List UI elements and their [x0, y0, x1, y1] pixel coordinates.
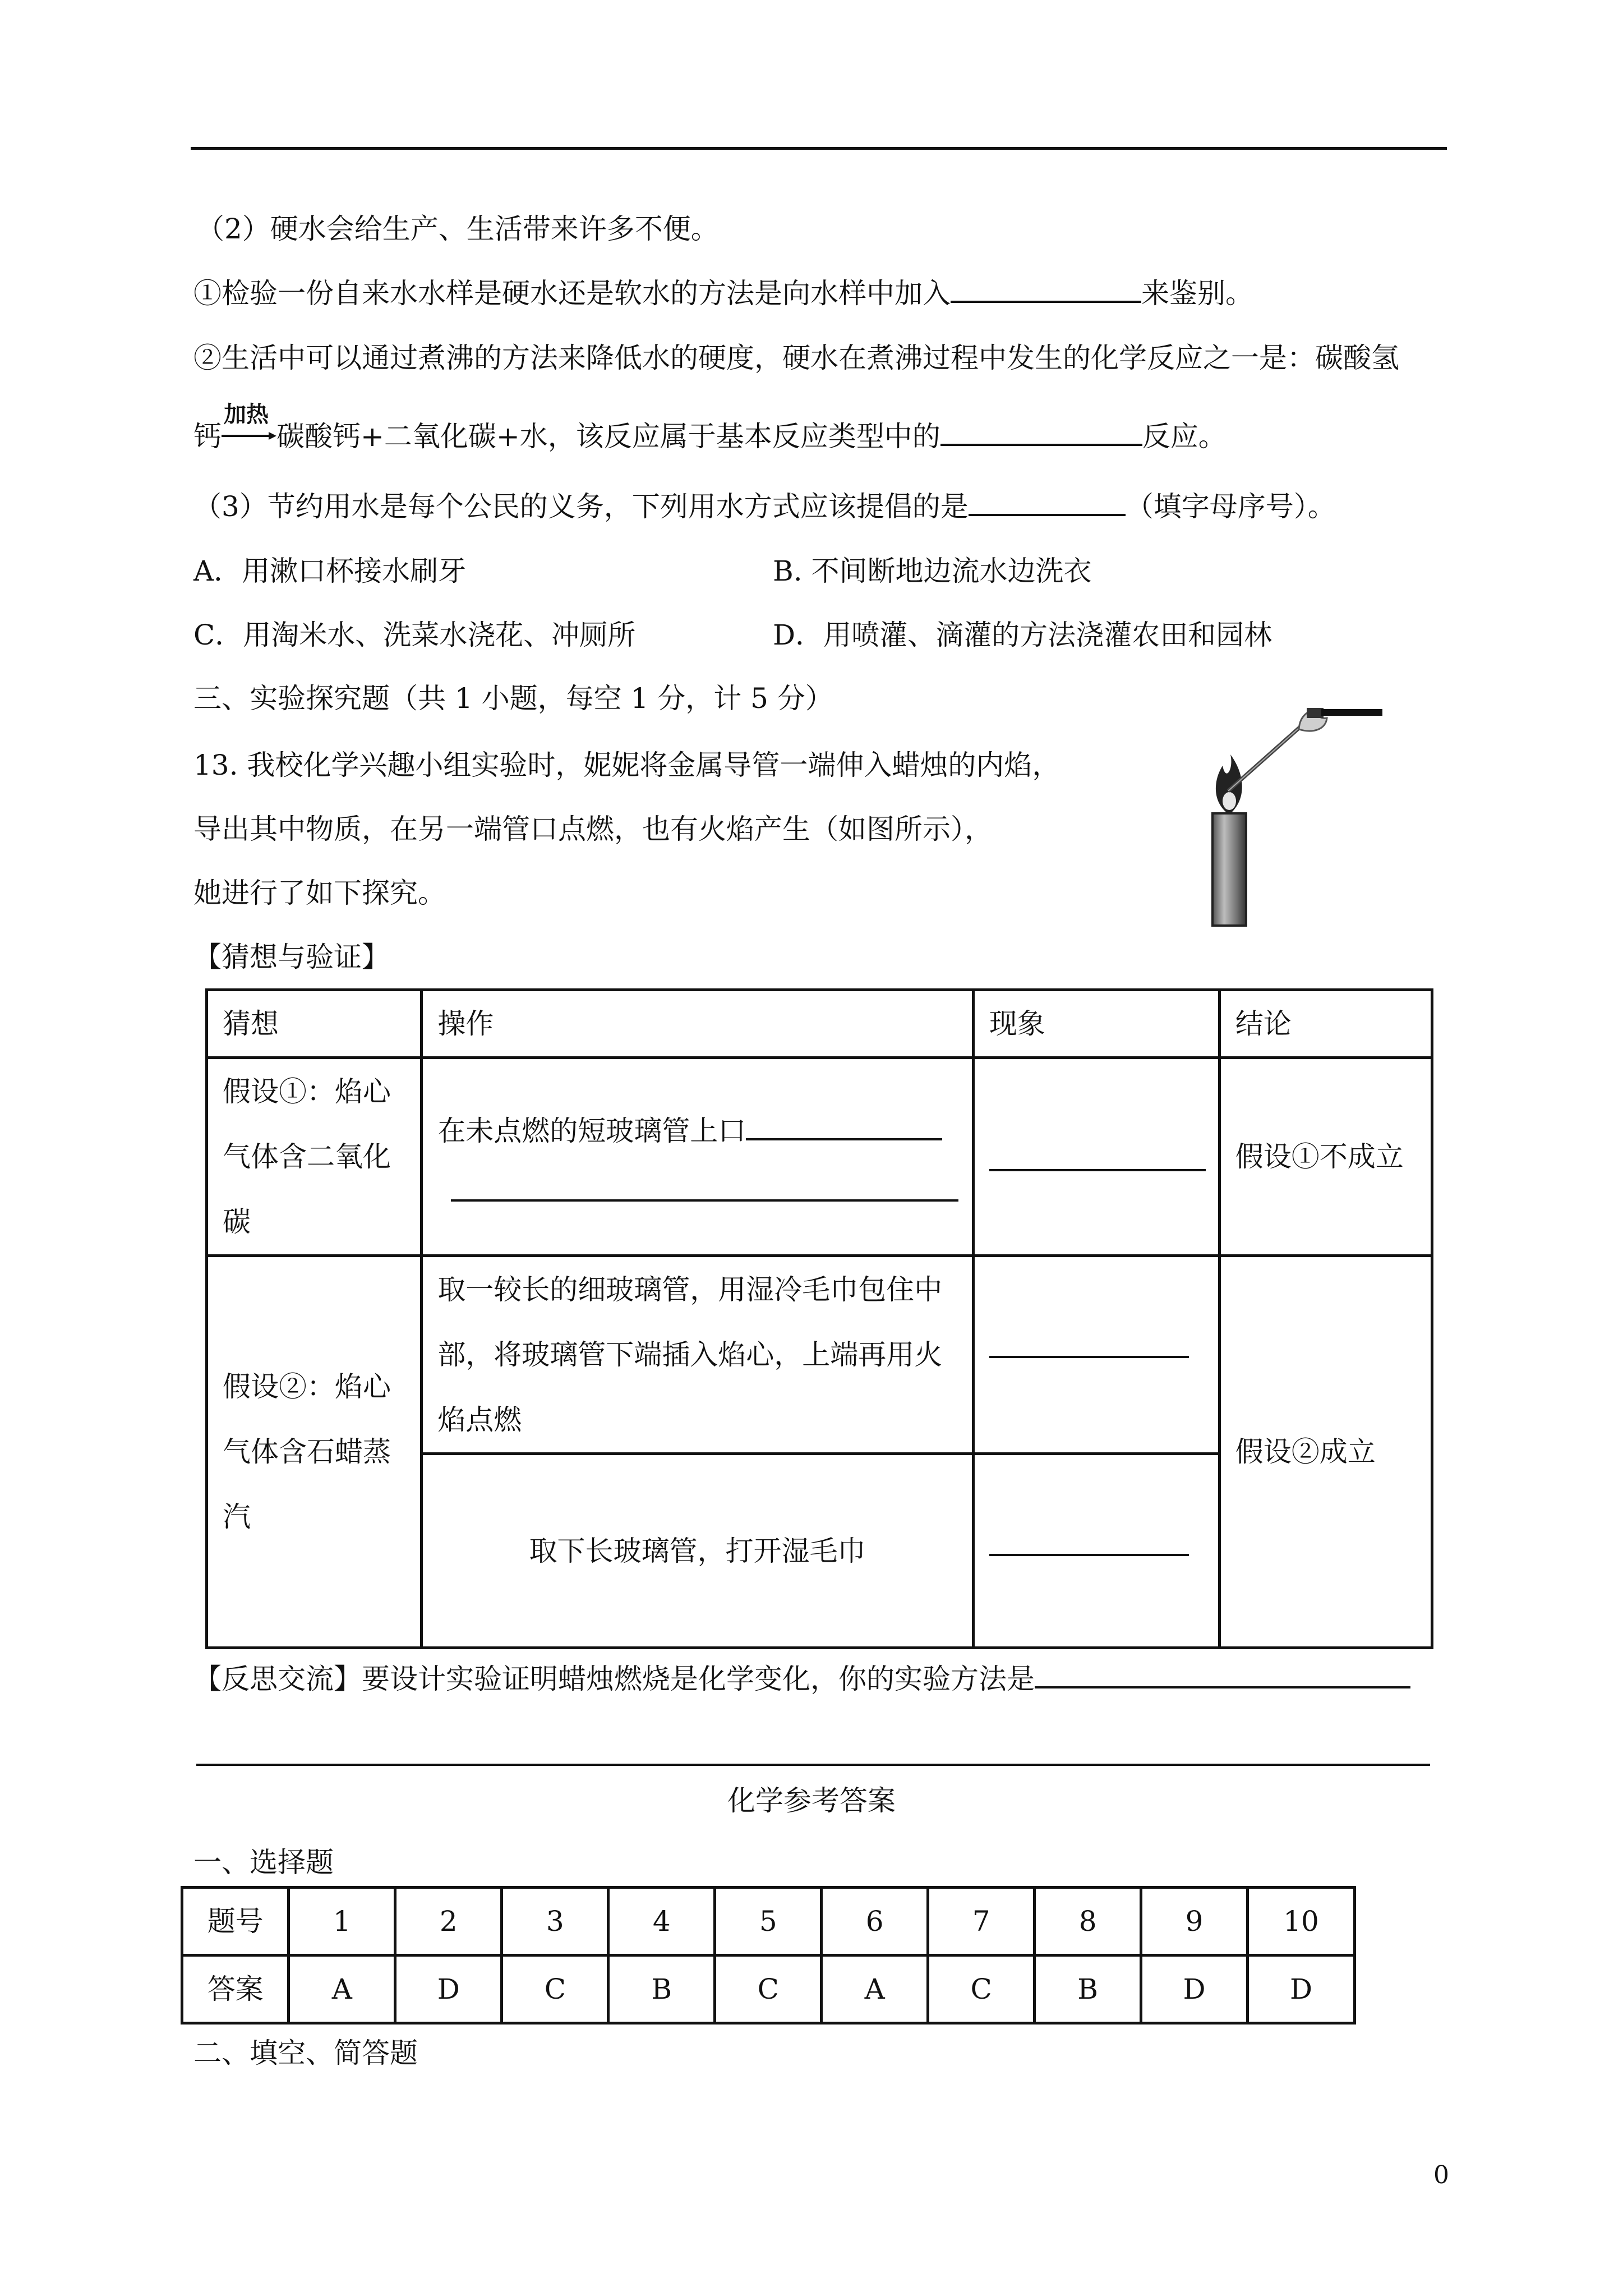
- row1-guess: 假设①：焰心气体含二氧化碳: [207, 1058, 422, 1256]
- answer-table: [181, 1886, 1356, 2024]
- q13-line2: 导出其中物质，在另一端管口点燃，也有火焰产生（如图所示），: [193, 813, 993, 845]
- answer-cell: B: [608, 1955, 715, 2023]
- row2-operation-b: 取下长玻璃管，打开湿毛巾: [422, 1454, 974, 1648]
- section3-heading: 三、实验探究题（共 1 小题，每空 1 分，计 5 分）: [193, 682, 833, 715]
- guess-heading: 【猜想与验证】: [193, 941, 390, 973]
- answer-cell: C: [715, 1955, 822, 2023]
- page-number: 0: [1433, 2161, 1449, 2189]
- number-cell: 3: [502, 1888, 608, 1955]
- header-phenomenon: 现象: [973, 990, 1219, 1058]
- label-answer: 答案: [182, 1955, 289, 2023]
- q2-2-line1: ②生活中可以通过煮沸的方法来降低水的硬度，硬水在煮沸过程中发生的化学反应之一是：碳酸氢: [193, 342, 1399, 374]
- candle-body: [1212, 813, 1246, 926]
- table-row: [207, 1058, 1432, 1256]
- row1-phenomenon: [973, 1058, 1219, 1256]
- holder-clamp: [1307, 708, 1324, 718]
- q2-1-blank[interactable]: [951, 275, 1141, 303]
- q2-2-blank[interactable]: [940, 418, 1142, 446]
- number-cell: 10: [1248, 1888, 1355, 1955]
- number-cell: 7: [928, 1888, 1035, 1955]
- reflection-line: [193, 1660, 1410, 1696]
- row2-guess: 假设②：焰心气体含石蜡蒸汽: [207, 1256, 422, 1648]
- row2-phenomenon-a: [973, 1256, 1219, 1454]
- top-rule: [191, 147, 1447, 150]
- row1-conclusion: 假设①不成立: [1219, 1058, 1432, 1256]
- q3-line: [193, 488, 1336, 523]
- answer-number-row: [182, 1888, 1355, 1955]
- label-number: 题号: [182, 1888, 289, 1955]
- q2-title: （2）硬水会给生产、生活带来许多不便。: [196, 213, 719, 245]
- answer-cell: C: [928, 1955, 1035, 2023]
- section1-heading: 一、选择题: [193, 1846, 334, 1879]
- row1-operation-blank-a[interactable]: [746, 1112, 942, 1140]
- header-guess: 猜想: [207, 990, 422, 1058]
- q2-2-line2: [193, 402, 1227, 453]
- number-cell: 9: [1141, 1888, 1248, 1955]
- option-d: D．用喷灌、滴灌的方法浇灌农田和园林: [773, 619, 1272, 651]
- q2-2-line2-suffix: 反应。: [1142, 420, 1227, 453]
- number-cell: 6: [822, 1888, 928, 1955]
- row1-operation: [422, 1058, 974, 1256]
- header-conclusion: 结论: [1219, 990, 1432, 1058]
- option-c: C．用淘米水、洗菜水浇花、冲厕所: [193, 619, 636, 651]
- answer-cell: D: [395, 1955, 502, 2023]
- answer-row: [182, 1955, 1355, 2023]
- answer-title: 化学参考答案: [727, 1784, 896, 1817]
- number-cell: 8: [1035, 1888, 1141, 1955]
- option-b: B. 不间断地边流水边洗衣: [773, 555, 1092, 587]
- q3-suffix: （填字母序号）。: [1125, 490, 1336, 523]
- reflection-text: 【反思交流】要设计实验证明蜡烛燃烧是化学变化，你的实验方法是: [193, 1663, 1035, 1695]
- table-row: [207, 1256, 1432, 1454]
- row2-phenomenon-b-blank[interactable]: [989, 1554, 1189, 1556]
- q2-1-prefix: ①检验一份自来水水样是硬水还是软水的方法是向水样中加入: [193, 277, 951, 310]
- answer-divider: [196, 1764, 1430, 1766]
- answer-cell: A: [289, 1955, 395, 2023]
- answer-cell: C: [502, 1955, 608, 2023]
- table-header-row: [207, 990, 1432, 1058]
- q13-line1: 13. 我校化学兴趣小组实验时，妮妮将金属导管一端伸入蜡烛的内焰，: [193, 749, 1061, 781]
- section2-heading: 二、填空、简答题: [193, 2037, 418, 2069]
- arrow-icon: [222, 430, 276, 441]
- row1-phenomenon-blank[interactable]: [989, 1169, 1206, 1171]
- row2-phenomenon-a-blank[interactable]: [989, 1356, 1189, 1358]
- row1-operation-blank-b[interactable]: [451, 1199, 958, 1202]
- answer-cell: D: [1248, 1955, 1355, 2023]
- option-a: A．用漱口杯接水刷牙: [193, 555, 467, 587]
- row2-operation-a: 取一较长的细玻璃管，用湿冷毛巾包住中部，将玻璃管下端插入焰心，上端再用火焰点燃: [422, 1256, 974, 1454]
- header-operation: 操作: [422, 990, 974, 1058]
- number-cell: 5: [715, 1888, 822, 1955]
- q2-1-suffix: 来鉴别。: [1141, 277, 1253, 310]
- number-cell: 4: [608, 1888, 715, 1955]
- answer-cell: D: [1141, 1955, 1248, 2023]
- q3-blank[interactable]: [969, 488, 1126, 516]
- answer-cell: A: [822, 1955, 928, 2023]
- row1-operation-text: 在未点燃的短玻璃管上口: [423, 1098, 957, 1163]
- q2-2-line2-mid: 碳酸钙+二氧化碳+水，该反应属于基本反应类型中的: [276, 420, 940, 453]
- number-cell: 1: [289, 1888, 395, 1955]
- answer-cell: B: [1035, 1955, 1141, 2023]
- reflection-blank[interactable]: [1035, 1660, 1410, 1688]
- heat-arrow: [222, 402, 276, 452]
- q3-prefix: （3）节约用水是每个公民的义务，下列用水方式应该提倡的是: [193, 490, 969, 523]
- row2-phenomenon-b: [973, 1454, 1219, 1648]
- q13-line3: 她进行了如下探究。: [193, 877, 446, 909]
- number-cell: 2: [395, 1888, 502, 1955]
- candle-figure: [1189, 684, 1402, 931]
- q2-2-calcium: 钙: [193, 420, 222, 453]
- heat-label: 加热: [224, 402, 269, 427]
- q2-1-line: [193, 275, 1253, 310]
- row2-conclusion: 假设②成立: [1219, 1256, 1432, 1648]
- experiment-table: [205, 988, 1433, 1649]
